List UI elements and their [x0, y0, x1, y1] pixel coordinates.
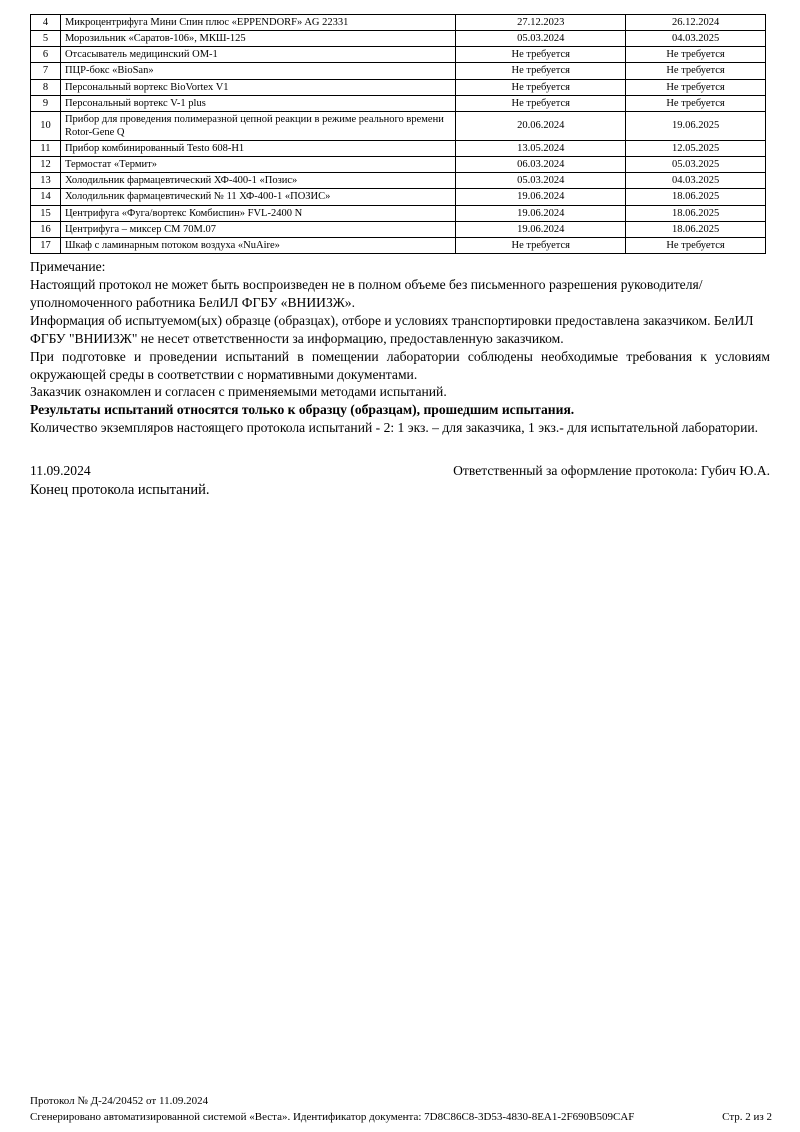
page-footer — [30, 1094, 772, 1124]
footer-generated-line: Сгенерировано автоматизированной системой «Веста». Идентификатор документа: 7D8C86C8-3D53-4830-8EA1-2F690B509CAF — [30, 1110, 635, 1123]
valid-until-date-cell: 26.12.2024 — [626, 15, 766, 31]
equipment-name-cell: Персональный вортекс V-1 plus — [60, 95, 455, 111]
signature-date: 11.09.2024 — [30, 463, 91, 479]
equipment-name-cell: Морозильник «Саратов-106», МКШ-125 — [60, 31, 455, 47]
valid-until-date-cell: 12.05.2025 — [626, 141, 766, 157]
verification-date-cell: Не требуется — [456, 47, 626, 63]
row-number-cell: 6 — [31, 47, 61, 63]
valid-until-date-cell: 04.03.2025 — [626, 31, 766, 47]
row-number-cell: 5 — [31, 31, 61, 47]
table-row — [31, 221, 766, 237]
note-paragraph: Результаты испытаний относятся только к образцу (образцам), прошедшим испытания. — [30, 402, 575, 418]
end-of-protocol-text: Конец протокола испытаний. — [30, 482, 210, 499]
valid-until-date-cell: 18.06.2025 — [626, 189, 766, 205]
equipment-table — [30, 14, 766, 254]
valid-until-date-cell: Не требуется — [626, 95, 766, 111]
equipment-name-cell: Прибор для проведения полимеразной цепной реакции в режиме реального времени Rotor-Gene Q — [60, 111, 455, 140]
verification-date-cell: 27.12.2023 — [456, 15, 626, 31]
row-number-cell: 9 — [31, 95, 61, 111]
table-row — [31, 157, 766, 173]
valid-until-date-cell: 04.03.2025 — [626, 173, 766, 189]
note-paragraph: Информация об испытуемом(ых) образце (образцах), отборе и условиях транспортировки предоставлена заказчиком. БелИЛ ФГБУ "ВНИИЗЖ" не несет ответственности за информацию, предоставленную заказчиком. — [30, 312, 754, 346]
table-row — [31, 141, 766, 157]
row-number-cell: 15 — [31, 205, 61, 221]
table-row — [31, 47, 766, 63]
verification-date-cell: 19.06.2024 — [456, 221, 626, 237]
notes-paragraphs — [30, 276, 770, 437]
valid-until-date-cell: Не требуется — [626, 79, 766, 95]
row-number-cell: 11 — [31, 141, 61, 157]
equipment-name-cell: Холодильник фармацевтический № 11 ХФ-400-1 «ПОЗИС» — [60, 189, 455, 205]
row-number-cell: 12 — [31, 157, 61, 173]
footer-protocol-number: Протокол № Д-24/20452 от 11.09.2024 — [30, 1095, 209, 1108]
equipment-name-cell: Холодильник фармацевтический ХФ-400-1 «Позис» — [60, 173, 455, 189]
row-number-cell: 16 — [31, 221, 61, 237]
row-number-cell: 4 — [31, 15, 61, 31]
footer-page-number: Стр. 2 из 2 — [722, 1110, 772, 1123]
valid-until-date-cell: 18.06.2025 — [626, 221, 766, 237]
row-number-cell: 13 — [31, 173, 61, 189]
footer-bottom-row — [30, 1110, 772, 1124]
verification-date-cell: Не требуется — [456, 237, 626, 253]
equipment-name-cell: Центрифуга «Фуга/вортекс Комбиспин» FVL-2400 N — [60, 205, 455, 221]
verification-date-cell: Не требуется — [456, 79, 626, 95]
table-row — [31, 79, 766, 95]
note-paragraph: При подготовке и проведении испытаний в помещении лаборатории соблюдены необходимые требования к условиям окружающей среды в соответствии с нормативными документами. — [30, 348, 770, 382]
row-number-cell: 8 — [31, 79, 61, 95]
valid-until-date-cell: 19.06.2025 — [626, 111, 766, 140]
valid-until-date-cell: Не требуется — [626, 237, 766, 253]
table-row — [31, 237, 766, 253]
table-row — [31, 95, 766, 111]
verification-date-cell: 13.05.2024 — [456, 141, 626, 157]
valid-until-date-cell: 18.06.2025 — [626, 205, 766, 221]
notes-section — [30, 258, 770, 437]
verification-date-cell: 20.06.2024 — [456, 111, 626, 140]
table-row — [31, 205, 766, 221]
equipment-name-cell: Шкаф с ламинарным потоком воздуха «NuAire» — [60, 237, 455, 253]
verification-date-cell: 05.03.2024 — [456, 31, 626, 47]
equipment-name-cell: Отсасыватель медицинский ОМ-1 — [60, 47, 455, 63]
equipment-table-body — [31, 15, 766, 254]
table-row — [31, 63, 766, 79]
valid-until-date-cell: Не требуется — [626, 47, 766, 63]
verification-date-cell: Не требуется — [456, 63, 626, 79]
equipment-name-cell: Микроцентрифуга Мини Спин плюс «EPPENDORF» AG 22331 — [60, 15, 455, 31]
row-number-cell: 14 — [31, 189, 61, 205]
valid-until-date-cell: 05.03.2025 — [626, 157, 766, 173]
note-paragraph: Заказчик ознакомлен и согласен с применяемыми методами испытаний. — [30, 384, 447, 400]
equipment-name-cell: ПЦР-бокс «BioSan» — [60, 63, 455, 79]
table-row — [31, 189, 766, 205]
verification-date-cell: 19.06.2024 — [456, 189, 626, 205]
row-number-cell: 7 — [31, 63, 61, 79]
equipment-name-cell: Прибор комбинированный Testo 608-H1 — [60, 141, 455, 157]
note-paragraph: Настоящий протокол не может быть воспроизведен не в полном объеме без письменного разрешения руководителя/уполномоченного работника БелИЛ ФГБУ «ВНИИЗЖ». — [30, 276, 703, 310]
signature-responsible: Ответственный за оформление протокола: Губич Ю.А. — [453, 463, 770, 479]
table-row — [31, 173, 766, 189]
verification-date-cell: 06.03.2024 — [456, 157, 626, 173]
table-row — [31, 31, 766, 47]
row-number-cell: 17 — [31, 237, 61, 253]
equipment-name-cell: Центрифуга – миксер СМ 70М.07 — [60, 221, 455, 237]
verification-date-cell: Не требуется — [456, 95, 626, 111]
table-row — [31, 15, 766, 31]
table-row — [31, 111, 766, 140]
signature-row — [30, 463, 770, 479]
verification-date-cell: 19.06.2024 — [456, 205, 626, 221]
valid-until-date-cell: Не требуется — [626, 63, 766, 79]
equipment-name-cell: Персональный вортекс BioVortex V1 — [60, 79, 455, 95]
notes-heading: Примечание: — [30, 258, 106, 274]
verification-date-cell: 05.03.2024 — [456, 173, 626, 189]
row-number-cell: 10 — [31, 111, 61, 140]
note-paragraph: Количество экземпляров настоящего протокола испытаний - 2: 1 экз. – для заказчика, 1 экз.- для испытательной лаборатории. — [30, 420, 759, 436]
equipment-name-cell: Термостат «Термит» — [60, 157, 455, 173]
